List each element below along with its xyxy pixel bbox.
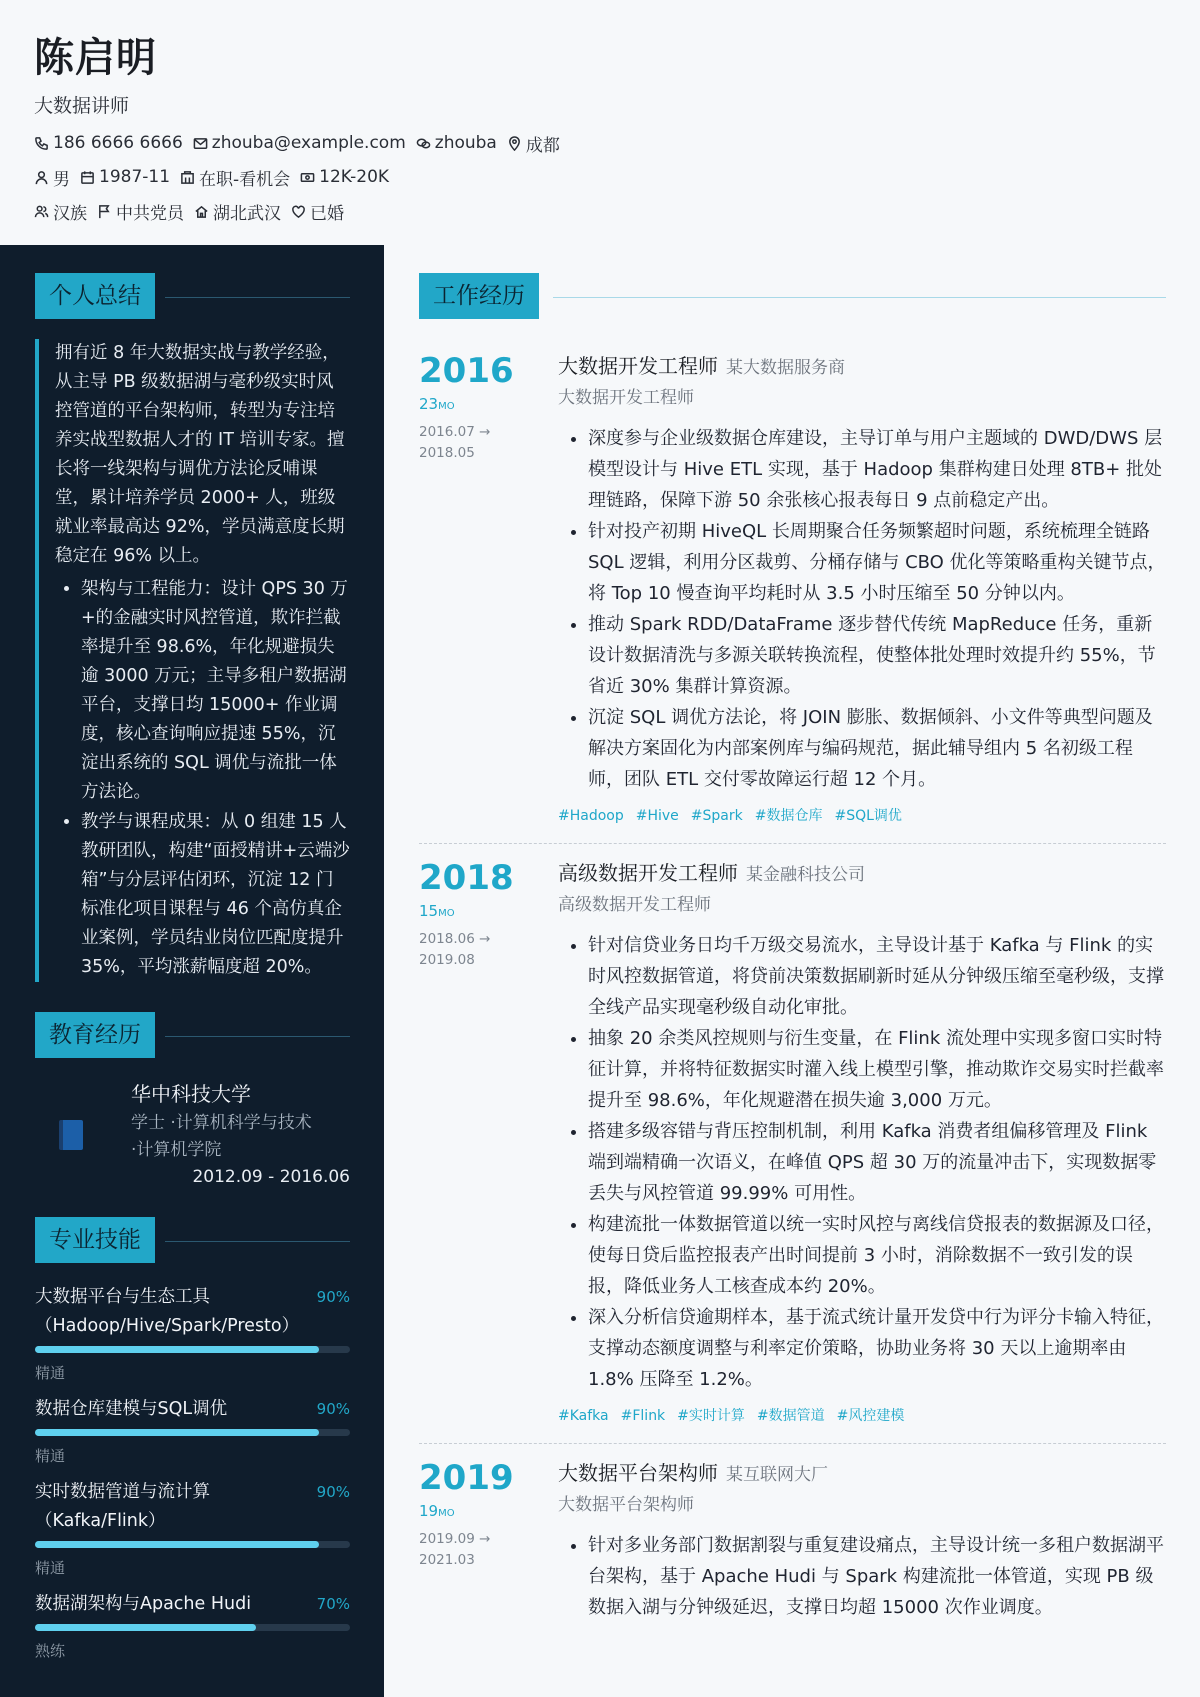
summary-point: • 教学与课程成果：从 0 组建 15 人教研团队，构建“面授精讲+云端沙箱”与分层评估闭环，沉淀 12 门标准化项目课程与 46 个高仿真企业案例，学员结业岗位匹配度提升 35%，平均涨薪幅度超 20%。 [81, 808, 350, 982]
location-pin-icon [507, 136, 522, 151]
tag: #Hadoop [558, 808, 624, 824]
job-title: 大数据开发工程师 [558, 354, 718, 378]
tag: #Hive [635, 808, 679, 824]
hometown-text: 湖北武汉 [213, 203, 281, 224]
job-point: • 针对投产初期 HiveQL 长周期聚合任务频繁超时问题，系统梳理全链路 SQL 逻辑，利用分区裁剪、分桶存储与 CBO 优化等策略重构关键节点，将 Top 10 慢查询平均耗时从 3.5 小时压缩至 50 分钟以内。 [588, 516, 1166, 609]
ethnicity-text: 汉族 [53, 203, 87, 224]
job-entry [419, 843, 1166, 1425]
home-icon [194, 204, 209, 219]
skill-percent: 70% [316, 1595, 350, 1613]
job-point: • 推动 Spark RDD/DataFrame 逐步替代传统 MapReduce 任务，重新设计数据清洗与多源关联转换流程，使整体批处理时效提升约 55%，节省近 30% 集群计算资源。 [588, 609, 1166, 702]
skill-name: 数据湖架构与Apache Hudi [35, 1594, 252, 1614]
heart-icon [291, 204, 306, 219]
phone-item [34, 133, 183, 153]
job-end: 2018.05 [419, 445, 475, 461]
job-point: • 深入分析信贷逾期样本，基于流式统计量开发贷中行为评分卡输入特征，支撑动态额度调整与利率定价策略，协助业务将 30 天以上逾期率由 1.8% 压降至 1.2%。 [588, 1302, 1166, 1395]
summary-divider [165, 297, 350, 298]
summary-heading: 个人总结 [35, 273, 155, 319]
main-content [419, 273, 1166, 1623]
job-year: 2016 [419, 351, 514, 391]
candidate-name: 陈启明 [34, 35, 157, 81]
tag: #数据管道 [756, 1408, 825, 1424]
job-point: • 深度参与企业级数据仓库建设，主导订单与用户主题域的 DWD/DWS 层模型设计与 Hive ETL 实现，基于 Hadoop 集群构建日处理 8TB+ 批处理链路，保障下游 50 余张核心报表每日 9 点前稳定产出。 [588, 423, 1166, 516]
job-point: • 搭建多级容错与背压控制机制，利用 Kafka 消费者组偏移管理及 Flink 端到端精确一次语义，在峰值 QPS 超 30 万的流量冲击下，实现数据零丢失与风控管道 99.99% 可用性。 [588, 1116, 1166, 1209]
skill-bar [35, 1429, 350, 1436]
money-icon [300, 170, 315, 185]
college: ·计算机学院 [131, 1140, 222, 1160]
job-title-line [558, 1458, 1166, 1490]
job-tags [558, 805, 1166, 825]
school-name: 华中科技大学 [131, 1082, 251, 1106]
status-item [180, 165, 290, 190]
education-heading: 教育经历 [35, 1012, 155, 1058]
job-details [558, 351, 1166, 825]
skill-bar-fill [35, 1541, 319, 1548]
duration-number: 19 [419, 1502, 439, 1520]
phone-icon [34, 136, 49, 151]
job-start: 2019.09 → [419, 1531, 491, 1547]
job-role: 大数据开发工程师 [558, 388, 694, 408]
job-company: 某大数据服务商 [726, 358, 845, 378]
person-icon [34, 170, 49, 185]
duration-number: 15 [419, 902, 439, 920]
skill-bar-fill [35, 1624, 256, 1631]
skills-list [35, 1283, 350, 1661]
edu-icon-wrap [35, 1078, 131, 1191]
job-points [558, 423, 1166, 795]
tag: #数据仓库 [754, 808, 823, 824]
job-point: • 针对信贷业务日均千万级交易流水，主导设计基于 Kafka 与 Flink 的实时风控数据管道，将贷前决策数据刷新时延从分钟级压缩至毫秒级，支撑全线产品实现毫秒级自动化审批。 [588, 930, 1166, 1023]
calendar-icon [80, 170, 95, 185]
duration-unit: MO [438, 1508, 455, 1519]
job-title-line [558, 858, 1166, 890]
summary-section-header [35, 273, 350, 321]
skill-level: 熟练 [35, 1642, 66, 1660]
city-item [507, 131, 560, 156]
skill-level: 精通 [35, 1364, 66, 1382]
summary-box [35, 339, 350, 982]
education-divider [165, 1036, 350, 1037]
skill-percent: 90% [316, 1288, 350, 1306]
job-end: 2021.03 [419, 1552, 475, 1568]
skill-level: 精通 [35, 1559, 66, 1577]
flag-icon [97, 204, 112, 219]
personal-row-1 [34, 160, 1200, 194]
personal-row-2 [34, 194, 1200, 228]
salary-item [300, 167, 389, 187]
job-company: 某金融科技公司 [746, 865, 865, 885]
summary-text: 拥有近 8 年大数据实战与教学经验，从主导 PB 级数据湖与毫秒级实时风控管道的平台架构师，转型为专注培养实战型数据人才的 IT 培训专家。擅长将一线架构与调优方法论反哺课堂，累计培养学员 2000+ 人，班级就业率最高达 92%，学员满意度长期稳定在 96% 以上。 [55, 343, 345, 566]
resume-header [0, 0, 1200, 245]
duration-unit: MO [438, 401, 455, 412]
building-icon [180, 170, 195, 185]
job-timeline [419, 858, 558, 1425]
job-points [558, 930, 1166, 1395]
gender-text: 男 [53, 169, 70, 190]
mail-icon [193, 136, 208, 151]
tag: #SQL调优 [834, 808, 902, 824]
job-details [558, 858, 1166, 1425]
tag: #Kafka [558, 1408, 609, 1424]
skill-name: 实时数据管道与流计算（Kafka/Flink） [35, 1482, 210, 1531]
job-point: • 针对多业务部门数据割裂与重复建设痛点，主导设计统一多租户数据湖平台架构，基于 Apache Hudi 与 Spark 构建流批一体管道，实现 PB 级数据入湖与分钟级延迟，支撑日均超 15000 次作业调度。 [588, 1530, 1166, 1623]
tag: #Flink [620, 1408, 666, 1424]
skill-item [35, 1283, 350, 1383]
duration-number: 23 [419, 395, 439, 413]
skill-level: 精通 [35, 1447, 66, 1465]
skills-divider [165, 1241, 350, 1242]
book-icon [59, 1120, 83, 1150]
skill-bar [35, 1541, 350, 1548]
summary-point: • 架构与工程能力：设计 QPS 30 万+的金融实时风控管道，欺诈拦截率提升至 98.6%，年化规避损失逾 3000 万元；主导多租户数据湖平台，支撑日均 15000+ 作业调度，核心查询响应提速 55%，沉淀出系统的 SQL 调优与流批一体方法论。 [81, 575, 350, 807]
duration-unit: MO [438, 908, 455, 919]
salary-text: 12K-20K [319, 167, 390, 187]
skill-item [35, 1590, 350, 1661]
tag: #风控建模 [836, 1408, 905, 1424]
tag: #实时计算 [677, 1408, 745, 1424]
skill-item [35, 1395, 350, 1466]
people-icon [34, 204, 49, 219]
degree-major: 学士 ·计算机科学与技术 [131, 1113, 312, 1133]
job-tags [558, 1405, 1166, 1425]
job-timeline [419, 1458, 558, 1623]
skill-name: 数据仓库建模与SQL调优 [35, 1399, 228, 1419]
skill-bar [35, 1624, 350, 1631]
wechat-text: zhouba [434, 133, 497, 153]
job-points [558, 1530, 1166, 1623]
job-duration [419, 395, 558, 416]
tag: #Spark [690, 808, 743, 824]
skill-name: 大数据平台与生态工具（Hadoop/Hive/Spark/Presto） [35, 1287, 300, 1336]
gender-item [34, 165, 70, 190]
job-year: 2018 [419, 858, 514, 898]
work-heading: 工作经历 [419, 273, 539, 319]
job-title: 大数据平台架构师 [558, 1461, 718, 1485]
politics-item [97, 199, 184, 224]
wechat-item [416, 133, 497, 153]
politics-text: 中共党员 [116, 203, 184, 224]
job-title-line [558, 351, 1166, 383]
edu-dates: 2012.09 - 2016.06 [192, 1167, 350, 1187]
education-section-header [35, 1012, 350, 1060]
work-divider [553, 297, 1166, 298]
city-text: 成都 [525, 135, 560, 156]
status-text: 在职-看机会 [199, 169, 291, 190]
birth-text: 1987-11 [99, 167, 171, 187]
skill-percent: 90% [316, 1400, 350, 1418]
ethnicity-item [34, 199, 87, 224]
hometown-item [194, 199, 281, 224]
job-entry [419, 1443, 1166, 1623]
skill-bar-fill [35, 1429, 319, 1436]
email-item[interactable] [193, 133, 406, 153]
job-point: • 沉淀 SQL 调优方法论，将 JOIN 膨胀、数据倾斜、小文件等典型问题及解决方案固化为内部案例库与编码规范，据此辅导组内 5 名初级工程师，团队 ETL 交付零故障运行超 12 个月。 [588, 702, 1166, 795]
marital-item [291, 199, 344, 224]
education-entry [35, 1078, 350, 1191]
job-entry [419, 339, 1166, 825]
email-text[interactable]: zhouba@example.com [211, 133, 406, 153]
sidebar [0, 245, 384, 1697]
job-title: 高级数据开发工程师 [558, 861, 738, 885]
job-point: • 构建流批一体数据管道以统一实时风控与离线信贷报表的数据源及口径，使每日贷后监控报表产出时间提前 3 小时，消除数据不一致引发的误报，降低业务人工核查成本约 20%。 [588, 1209, 1166, 1302]
phone-text: 186 6666 6666 [53, 133, 183, 153]
job-duration [419, 902, 558, 923]
birth-item [80, 167, 170, 187]
job-start: 2018.06 → [419, 931, 491, 947]
job-role: 大数据平台架构师 [558, 1495, 694, 1515]
skill-percent: 90% [316, 1483, 350, 1501]
skills-section-header [35, 1217, 350, 1265]
work-section-header [419, 273, 1166, 321]
job-duration [419, 1502, 558, 1523]
job-end: 2019.08 [419, 952, 475, 968]
wechat-icon [416, 136, 431, 151]
summary-points [55, 575, 350, 982]
job-point: • 抽象 20 余类风控规则与衍生变量，在 Flink 流处理中实现多窗口实时特征计算，并将特征数据实时灌入线上模型引擎，推动欺诈交易实时拦截率提升至 98.6%，年化规避潜在损失逾 3,000 万元。 [588, 1023, 1166, 1116]
skill-bar-fill [35, 1346, 319, 1353]
skill-bar [35, 1346, 350, 1353]
job-start: 2016.07 → [419, 424, 491, 440]
contact-row [34, 126, 1200, 160]
job-company: 某互联网大厂 [726, 1465, 828, 1485]
job-year: 2019 [419, 1458, 514, 1498]
job-role: 高级数据开发工程师 [558, 895, 711, 915]
edu-text [131, 1078, 350, 1191]
marital-text: 已婚 [310, 203, 344, 224]
skills-heading: 专业技能 [35, 1217, 155, 1263]
job-timeline [419, 351, 558, 825]
candidate-title: 大数据讲师 [34, 95, 130, 117]
job-details [558, 1458, 1166, 1623]
skill-item [35, 1478, 350, 1578]
